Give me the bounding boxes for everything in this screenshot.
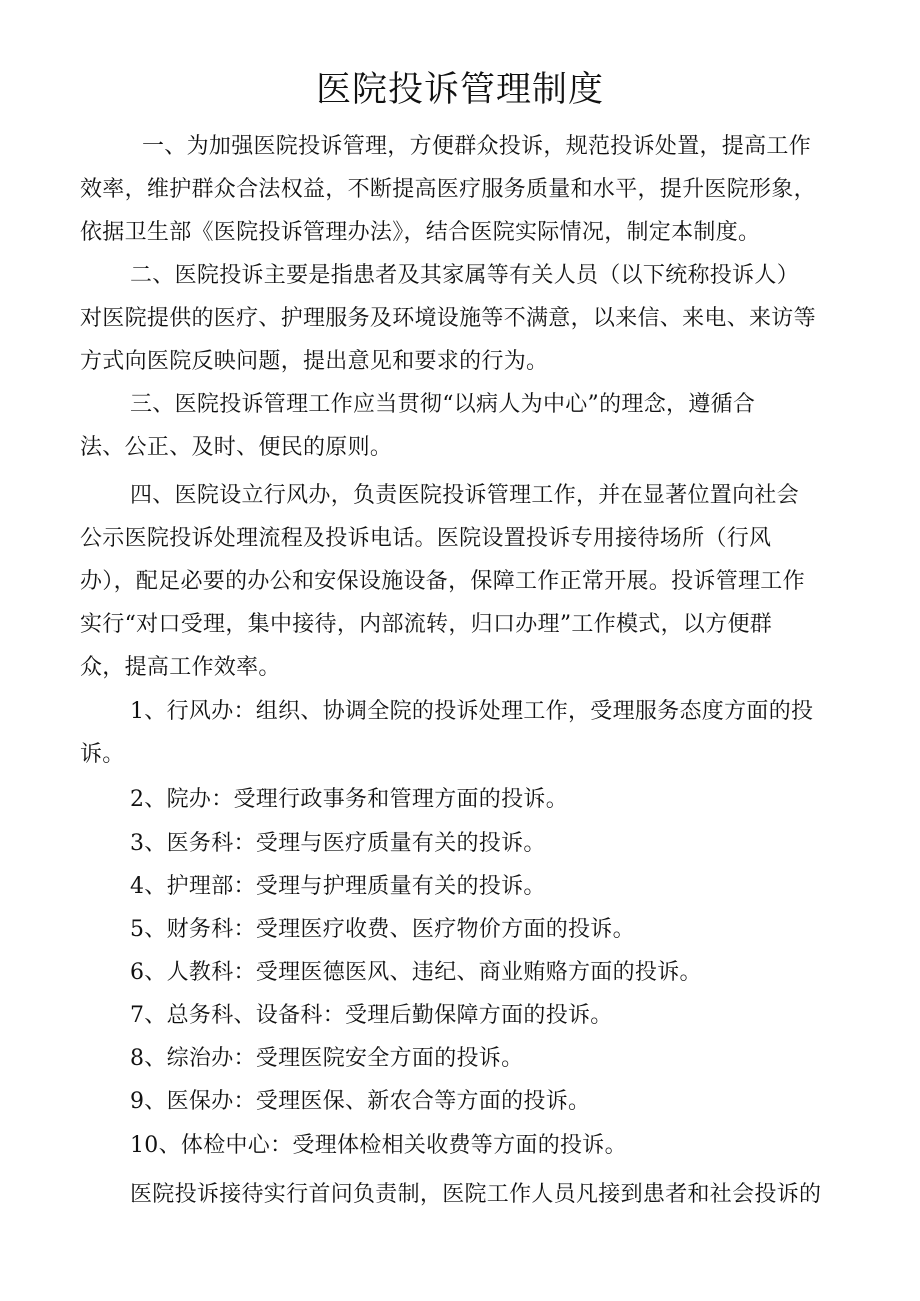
paragraph-line: 方式向医院反映问题，提出意见和要求的行为。 (80, 349, 549, 374)
paragraph-line: 二、医院投诉主要是指患者及其家属等有关人员（以下统称投诉人） (130, 263, 800, 288)
paragraph-line: 对医院提供的医疗、护理服务及环境设施等不满意，以来信、来电、来访等 (80, 306, 816, 331)
paragraph-line: 依据卫生部《医院投诉管理办法》，结合医院实际情况，制定本制度。 (80, 220, 761, 245)
list-item: 9、医保办：受理医保、新农合等方面的投诉。 (130, 1089, 591, 1114)
list-item: 8、综治办：受理医院安全方面的投诉。 (130, 1046, 524, 1071)
paragraph-line: 公示医院投诉处理流程及投诉电话。医院设置投诉专用接待场所（行风 (80, 526, 772, 551)
list-item: 1、行风办：组织、协调全院的投诉处理工作，受理服务态度方面的投 (130, 699, 814, 724)
paragraph-line: 一、为加强医院投诉管理，方便群众投诉，规范投诉处置，提高工作 (142, 134, 812, 159)
paragraph-line: 办），配足必要的办公和安保设施设备，保障工作正常开展。投诉管理工作 (80, 569, 805, 594)
paragraph-line: 众，提高工作效率。 (80, 655, 281, 680)
list-item: 6、人教科：受理医德医风、违纪、商业贿赂方面的投诉。 (130, 960, 702, 985)
paragraph-line: 实行“对口受理，集中接待，内部流转，归口办理”工作模式，以方便群 (80, 612, 773, 637)
list-item: 2、院办：受理行政事务和管理方面的投诉。 (130, 787, 568, 812)
paragraph-line: 医院投诉接待实行首问负责制，医院工作人员凡接到患者和社会投诉的 (130, 1182, 822, 1207)
list-item-continuation: 诉。 (80, 742, 125, 767)
paragraph-line: 法、公正、及时、便民的原则。 (80, 435, 393, 460)
list-item: 3、医务科：受理与医疗质量有关的投诉。 (130, 831, 546, 856)
list-item: 10、体检中心：受理体检相关收费等方面的投诉。 (130, 1133, 627, 1158)
paragraph-line: 三、医院投诉管理工作应当贯彻“以病人为中心”的理念，遵循合 (130, 392, 756, 417)
paragraph-line: 四、医院设立行风办，负责医院投诉管理工作，并在显著位置向社会 (130, 483, 800, 508)
document-title: 医院投诉管理制度 (315, 70, 604, 110)
paragraph-line: 效率，维护群众合法权益，不断提高医疗服务质量和水平，提升医院形象， (80, 177, 816, 202)
list-item: 4、护理部：受理与护理质量有关的投诉。 (130, 874, 546, 899)
list-item: 7、总务科、设备科：受理后勤保障方面的投诉。 (130, 1003, 613, 1028)
list-item: 5、财务科：受理医疗收费、医疗物价方面的投诉。 (130, 917, 635, 942)
